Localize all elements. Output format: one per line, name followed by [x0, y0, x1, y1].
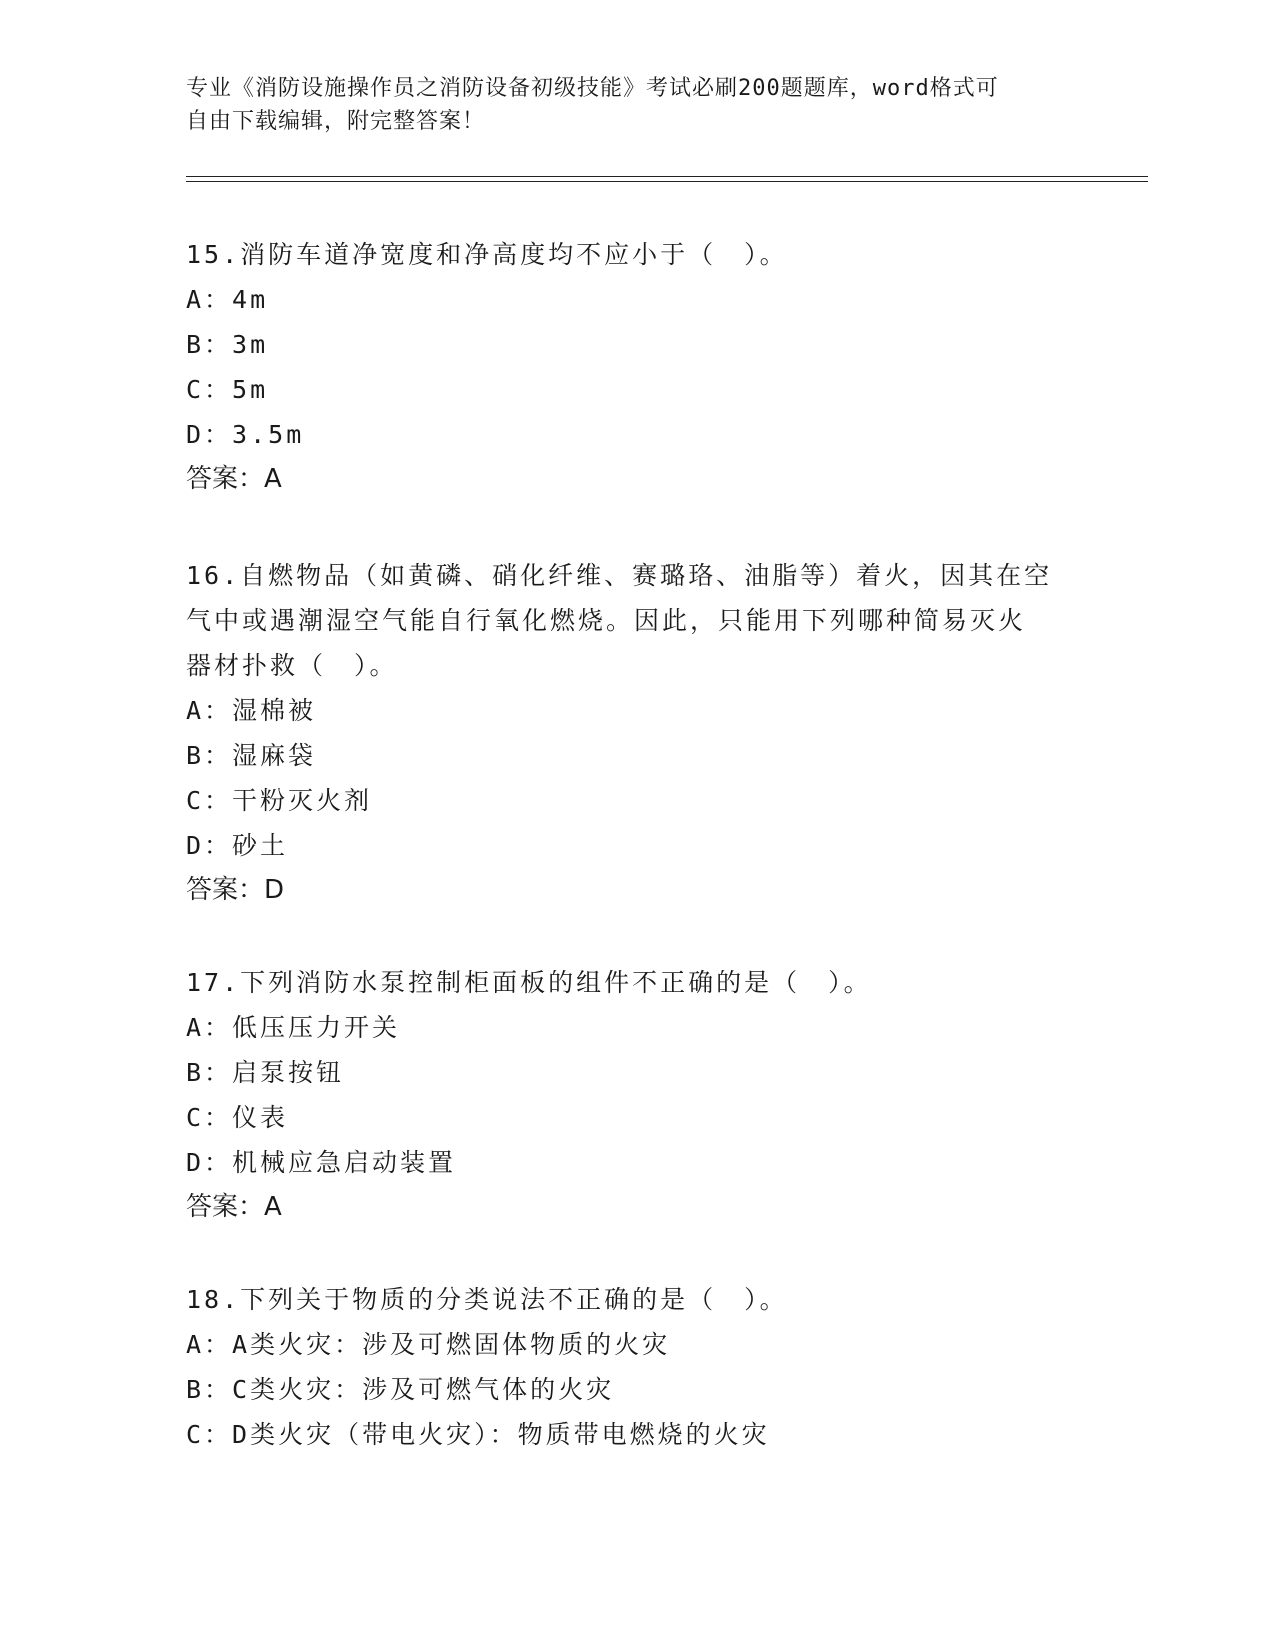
option-b: B：湿麻袋	[186, 741, 317, 770]
option-d: D：机械应急启动装置	[186, 1148, 457, 1177]
question-15	[186, 232, 1086, 502]
option-a: A：湿棉被	[186, 696, 317, 725]
header-line-2: 自由下载编辑，附完整答案！	[186, 109, 486, 134]
question-stem-line-1: 16.自燃物品（如黄磷、硝化纤维、赛璐珞、油脂等）着火，因其在空	[186, 561, 1053, 590]
question-stem: 15.消防车道净宽度和净高度均不应小于（ ）。	[186, 240, 788, 269]
option-b: B：启泵按钮	[186, 1058, 345, 1087]
option-b: B：3m	[186, 330, 269, 359]
option-c: C：干粉灭火剂	[186, 786, 373, 815]
option-a: A：A类火灾：涉及可燃固体物质的火灾	[186, 1330, 671, 1359]
question-stem-line-2: 气中或遇潮湿空气能自行氧化燃烧。因此，只能用下列哪种简易灭火	[186, 606, 1027, 635]
question-stem: 17.下列消防水泵控制柜面板的组件不正确的是（ ）。	[186, 968, 872, 997]
question-18	[186, 1277, 1086, 1457]
header-divider-bottom	[186, 181, 1148, 182]
option-d: D：3.5m	[186, 420, 305, 449]
question-17	[186, 960, 1086, 1230]
option-c: C：D类火灾（带电火灾）：物质带电燃烧的火灾	[186, 1420, 770, 1449]
document-header	[186, 72, 1066, 138]
option-d: D：砂土	[186, 831, 289, 860]
option-a: A：低压压力开关	[186, 1013, 401, 1042]
question-stem: 18.下列关于物质的分类说法不正确的是（ ）。	[186, 1285, 788, 1314]
option-c: C：5m	[186, 375, 269, 404]
question-stem-line-3: 器材扑救（ ）。	[186, 651, 398, 680]
header-divider-top	[186, 176, 1148, 177]
answer-line: 答案：D	[186, 875, 285, 905]
answer-line: 答案：A	[186, 464, 282, 494]
option-a: A：4m	[186, 285, 269, 314]
question-16	[186, 553, 1086, 913]
option-b: B：C类火灾：涉及可燃气体的火灾	[186, 1375, 615, 1404]
answer-line: 答案：A	[186, 1192, 282, 1222]
option-c: C：仪表	[186, 1103, 289, 1132]
header-line-1: 专业《消防设施操作员之消防设备初级技能》考试必刷200题题库，word格式可	[186, 76, 999, 101]
